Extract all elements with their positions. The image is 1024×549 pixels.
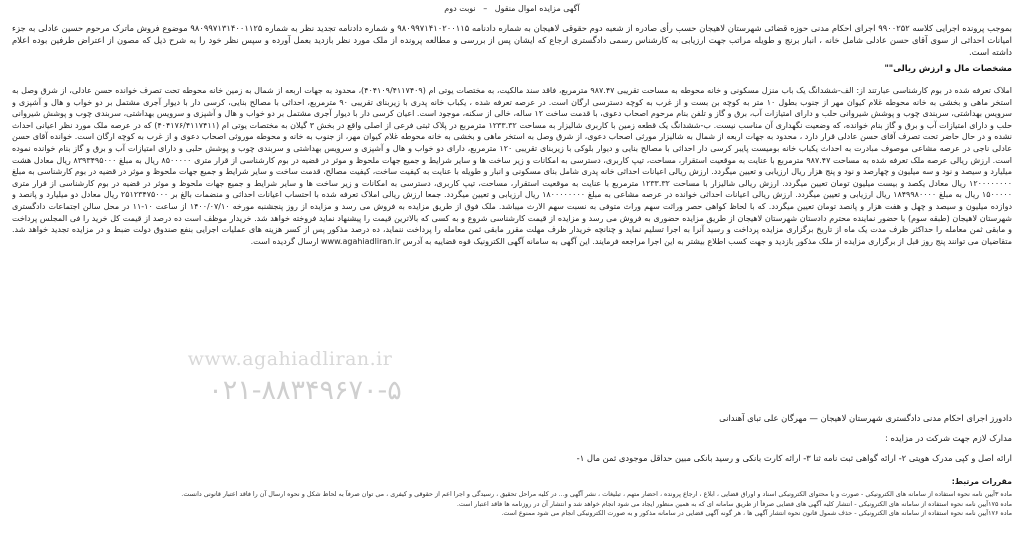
regulation-item: ماده ۱۷۶آیین نامه نحوه استفاده از سامانه های الکترونیکی - حذف شمول قانون نحوه انتشار آگهی ها ، هر گونه آگهی قضایی در سامانه مذکور و به صورت الکترونیکی انجام می شود ممنوع است. [501,509,1012,518]
documents-title: مدارک لازم جهت شرکت در مزایده : [885,433,1012,443]
notice-category: آگهی مزایده اموال منقول [494,4,580,13]
property-description: املاک تعرفه شده در بوم کارشناسی عبارتند از: الف-ششدانگ یک باب منزل مسکونی و خانه محوطه به مساحت تقریبی ۹۸۷.۴۷ مترمربع، فاقد سند مالکیت، به مختصات یوتی ام (۴۰۴۱۰۹/۴۱۱۷۴۰۹)، محدود به جهات اربعه از شمال به زمین خانه محوطه تحت تصرف خوانده حسن عادلی، از شرق وصل به استخر ماهی و بخشی به خانه محوطه غلام کیوان مهر از جنوب بطول ۱۰ متر به کوچه بن بست و از غرب به کوچه دسترسی ارگان است. در عرصه تعرفه شده ، یکباب خانه پدری با زیربنای تقریبی ۹۰ مترمربع، احداثی با مصالح بنایی، کرسی دار با دیوار آجری مشتمل بر دو خواب و هال و آشپزی و سرویس بهداشتی، سربندی چوب و پوشش شیروانی حلب و دارای امتیازات آب، برق و گاز و تلفن بنام مرحوم اصحاب دعوی، با قدمت ساخت ۱۲ ساله، خالی از سکنه، موجود است. اعیان کرسی دار با دیوار آجری مشتمل بر دو خواب و هال و آشپزی و سرویس بهداشتی، سربندی چوب و پوشش شیروانی حلب و دارای امتیازات آب و برق و گاز بنام خوانده، که وضعیت نگهداری آن مناسب نیست. ب-ششدانگ یک قطعه زمین با کاربری شالیزار به مساحت ۱۲۳۳.۳۲ مترمربع در پلاک ثبتی فرعی از اصلی واقع در بخش ۳ گیلان به مختصات یوتی ام (۴۰۴۱۷۶/۴۱۱۷۴۱۱) که در عرصه ملک مورد نظر اعیانی احداث نشده و در حال حاضر تحت تصرف آقای حسن عادلی قرار دارد ، محدود به جهات اربعه از شمال به شالیزار مورثی اصحاب دعوی، از شرق وصل به استخر ماهی و بخشی به خانه محوطه غلام کیوان مهر، از جنوب به خانه و محوطه موروثی اصحاب دعوی و از غرب به کوچه ارگان است. خوانده آقای حسن عادلی ناجی در عرصه مشاعی موصوف مبادرت به احداث یکباب خانه بومیست پایبر کرسی دار احداثی با مصالح بنایی و دیوار بلوکی با زیربنای تقریبی ۱۲۰ مترمربع، دارای دو خواب و هال و آشپزی و سرویس بهداشتی و سربندی چوب و پوشش حلبی و دارای امتیازات آب و برق و گاز بنام خوانده نموده است. ارزش ریالی عرصه ملک تعرفه شده به مساحت ۹۸۷.۴۷ مترمربع با عنایت به موقعیت استقرار، مساحت، تیپ کاربری، دسترسی به امکانات و زیر ساخت ها و سایر شرایط و جمیع جهات ملحوظ و موثر در قضیه در بوم کارشناسی از قرار متری ۸۵۰۰۰۰۰ ریال به مبلغ ۸۳۹۳۴۹۵۰۰۰ ریال معادل هشت میلیارد و سیصد و نود و سه میلیون و چهارصد و نود و پنج هزار ریال ارزیابی و تعیین میگردد. ارزش ریالی اعیانات احداثی خانه پدری شامل بنای مسکونی و انبار و طویله با عنایت به کیفیت ساخت، کیفیت مصالح، قدمت ساخت و سایر شرایط و جمیع جهات ملحوظ و موثر در قضیه در بوم کارشناسی به مبلغ ۱۲۰۰۰۰۰۰۰۰ ریال معادل یکصد و بیست میلیون تومان تعیین میگردد. ارزش ریالی شالیزار با مساحت ۱۲۳۳.۳۲ مترمربع با عنایت به موقعیت استقرار، مساحت، تیپ کاربری، دسترسی به امکانات و زیر ساخت ها و سایر شرایط و جمیع جهات ملحوظ و موثر در قضیه در بوم کارشناسی از قرار متری ۱۵۰۰۰۰۰ ریال به مبلغ ۱۸۴۹۹۸۰۰۰۰ ریال ارزیابی و تعیین میگردد. ارزش ریالی اعیانات احداثی خوانده در عرصه مشاعی به مبلغ ۱۸۰۰۰۰۰۰۰۰ ریال ارزیابی و تعیین میگردد. جمعا ارزش ریالی املاک تعرفه شده با احتساب اعیانات احداثی و منضمات بالغ بر ۲۵۱۲۳۴۷۵۰۰۰ ریال معادل دو میلیارد و پانصد و دوازده میلیون و سیصد و چهل و هفت هزار و پانصد تومان تعیین میگردد. که با لحاظ کواهی حصر وراثت سهم وراث متوفی به نسبت سهم الارث میباشد. ملک فوق از طریق مزایده به فروش می رسد و مزایده از روز پنجشنبه مورخه ۱۴۰۰/۰۷/۱۰ از ساعت ۱۰-۱۱ در محل سالن اجتماعات دادگستری شهرستان لاهیجان (طبقه سوم) با حضور نماینده محترم دادستان شهرستان لاهیجان از طریق مزایده حضوری به فروش می رسد و مزایده از قیمت کارشناسی شروع و به کسی که بالاترین قیمت را پیشنهاد نماید فروخته خواهد شد. خریدار موظف است ده درصد از قیمت کل خرید را فی المجلس پرداخت و مابقی ثمن معامله را حداکثر ظرف مدت یک ماه از تاریخ برگزاری مزایده پرداخت و رسید آنرا به اجرا تسلیم نماید و چنانچه خریدار ظرف مهلت مقرر مابقی ثمن معامله را پرداخت ننماید، ده درصد مذکور پس از کسر هزینه های عملیات اجرایی بنفع صندوق دولت ضبط و در مزایده تجدید خواهد شد. متقاضیان می توانند پنج روز قبل از برگزاری مزایده از ملک مذکور بازدید و جهت کسب اطلاع بیشتر به این اجرا مراجعه فرمایند. این آگهی به سامانه آگهی الکترونیک قوه قضاییه به آدرس www.agahiadliran.ir ارسال گردیده است. [12,86,1012,246]
header-separator: – [483,4,488,13]
notice-turn: نوبت دوم [444,4,476,13]
documents-list: ارائه اصل و کپی مدرک هویتی ۲- ارائه گواهی ثبت نامه ثنا ۳- ارائه کارت بانکی و رسید بانکی مبین حداقل موجودی ثمن مال ۱- [576,453,1012,463]
signature-line: دادورز اجرای احکام مدنی دادگستری شهرستان لاهیجان — مهرگان علی تبای آهندانی [719,413,1012,423]
watermark-phone: ۰۲۱-۸۸۳۴۹۶۷۰-۵ [208,375,402,406]
watermark-site: www.agahiadliran.ir [187,348,393,370]
regulation-item: ماده ۱۷۵آیین نامه نحوه استفاده از سامانه های الکترونیکی - انتشار کلیه آگهی های قضایی صرفاً از طریق سامانه ای که به همین منظور ایجاد می شود انجام خواهد شد و انتشار آن در روزنامه ها فاقد اعتبار است. [456,499,1012,508]
regulations-title: مقررات مرتبط: [951,477,1012,486]
regulations-list [12,490,1012,519]
section-title: مشخصات مال و ارزش ریالی"" [884,63,1012,73]
intro-paragraph: بموجب پرونده اجرایی کلاسه ۹۹۰۰۲۵۲ اجرای احکام مدنی حوزه قضائی شهرستان لاهیجان حسب رأی صادره از شعبه دوم حقوقی لاهیجان به شماره دادنامه ۹۸۰۹۹۷۱۴۱۰۲۰۰۱۱۵ و شماره دادنامه تجدید نظر به شماره ۹۸۰۹۹۷۱۳۱۴۰۰۱۱۲۵ موضوع فروش ماترک مرحوم حسین عادلی به جزء امیانات احداثی از سوی آقای حسن عادلی شامل خانه ، انبار برنج و طویله مراتب جهت ارزیابی به کارشناس رسمی دادگستری ارجاع که ایشان پس از بررسی و مطالعه پرونده از ملک مورد نظر بازدید بعمل آورده و سپس نظر خود را به شرح ذیل که مصون از اعتراض طرفین بوده اعلام داشته است. [12,23,1013,58]
notice-header [0,3,1024,15]
regulation-item: ماده ۳آیین نامه نحوه استفاده از سامانه های الکترونیکی - صورت و یا محتوای الکترونیکی اسناد و اوراق قضایی ، ابلاغ ، ارجاع پرونده ، احضار متهم ، تبلیغات ، نشر آگهی و... در کلیه مراحل تحقیق ، رسیدگی و اجرا اعم از حقوقی و کیفری ، می توان صرفاً به لحاظ شکل و نحوه ارسال آن را فاقد اعتبار قانونی دانست. [181,490,1012,498]
